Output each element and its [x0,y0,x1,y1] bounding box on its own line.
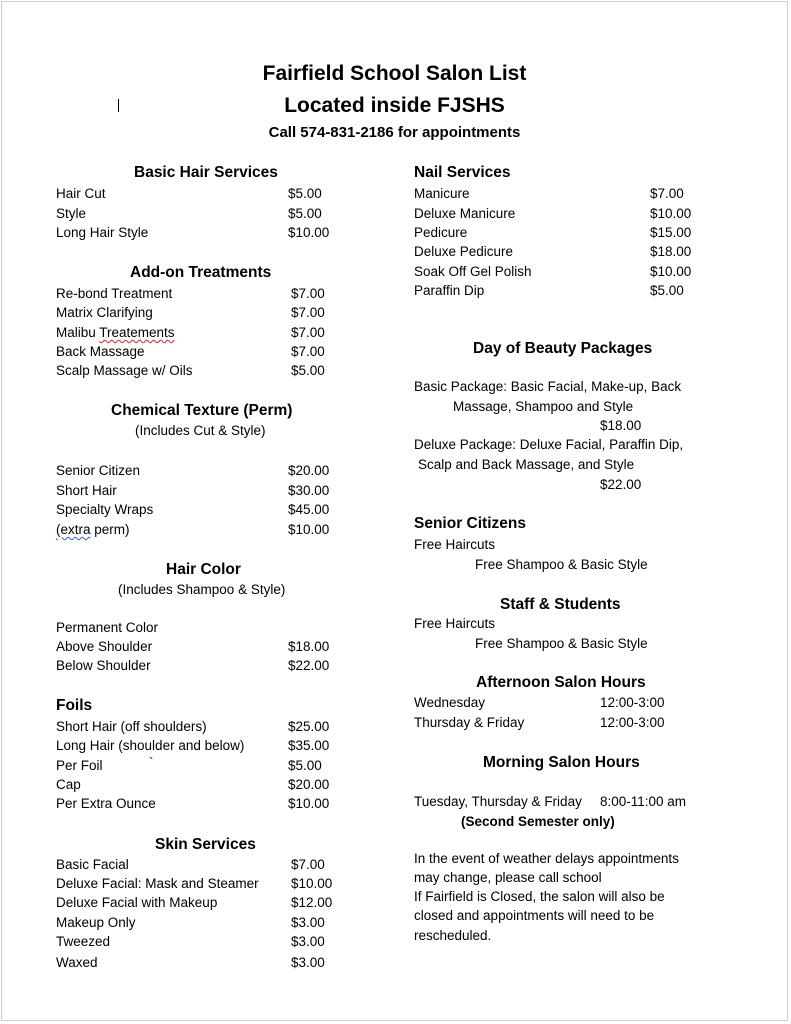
notice-text: may change, please call school [414,870,602,885]
service-name: Per Extra Ounce [56,796,156,811]
service-price: $5.00 [288,758,322,773]
service-price: $3.00 [291,915,325,930]
service-price: $10.00 [650,206,692,221]
stray-mark: ` [149,755,154,770]
hours-time: 8:00-11:00 am [600,794,687,809]
service-price: $10.00 [288,225,330,240]
section-note: (Includes Cut & Style) [135,423,266,438]
hours-time: 12:00-3:00 [600,695,665,710]
section-heading-senior: Senior Citizens [414,515,526,532]
package-price: $18.00 [600,418,642,433]
section-heading-hair-color: Hair Color [166,561,241,578]
service-price: $15.00 [650,225,692,240]
hours-note: (Second Semester only) [461,814,615,829]
info-text: Free Shampoo & Basic Style [475,636,648,651]
service-price: $7.00 [291,305,325,320]
section-heading-beauty: Day of Beauty Packages [473,340,653,357]
service-price: $12.00 [291,895,333,910]
service-name: Deluxe Facial: Mask and Steamer [56,876,259,891]
notice-text: In the event of weather delays appointments [414,851,679,866]
service-price: $5.00 [288,186,322,201]
section-heading-skin: Skin Services [155,836,256,853]
service-name: Re-bond Treatment [56,286,173,301]
service-price: $35.00 [288,738,330,753]
service-price: $10.00 [288,522,330,537]
service-name: Long Hair (shoulder and below) [56,738,245,753]
service-price: $10.00 [288,796,330,811]
service-name: Cap [56,777,81,792]
service-price: $7.00 [291,344,325,359]
hours-days: Tuesday, Thursday & Friday [414,794,582,809]
info-text: Free Haircuts [414,616,496,631]
hours-time: 12:00-3:00 [600,715,665,730]
document-title: Fairfield School Salon List [262,62,527,85]
info-text: Free Haircuts [414,537,496,552]
service-name: Scalp Massage w/ Oils [56,363,193,378]
section-heading-basic-hair: Basic Hair Services [134,164,278,181]
service-price: $10.00 [291,876,333,891]
service-name: Matrix Clarifying [56,305,153,320]
service-name: Long Hair Style [56,225,149,240]
service-name: Short Hair (off shoulders) [56,719,207,734]
service-name: Deluxe Pedicure [414,244,514,259]
service-price: $5.00 [288,206,322,221]
notice-text: closed and appointments will need to be [414,908,655,923]
service-name: Makeup Only [56,915,136,930]
service-name: Soak Off Gel Polish [414,264,532,279]
service-price: $45.00 [288,502,330,517]
service-price: $30.00 [288,483,330,498]
package-text: Basic Package: Basic Facial, Make-up, Back [414,379,682,394]
spellcheck-underline: (extra [56,522,91,537]
spellcheck-underline: Treatements [99,325,175,340]
service-name: Malibu Treatements [56,325,175,340]
service-name: Hair Cut [56,186,106,201]
section-heading-foils: Foils [56,697,93,714]
service-price: $7.00 [291,286,325,301]
section-heading-addon: Add-on Treatments [130,264,272,281]
section-heading-chemical: Chemical Texture (Perm) [111,402,293,419]
service-name: Above Shoulder [56,639,153,654]
service-name: Waxed [56,955,98,970]
location-line: Located inside FJSHS [284,94,505,117]
service-name: Back Massage [56,344,145,359]
hours-days: Wednesday [414,695,486,710]
service-name: (extra perm) [56,522,130,537]
service-price: $18.00 [288,639,330,654]
service-price: $5.00 [650,283,684,298]
service-price: $18.00 [650,244,692,259]
service-name: Manicure [414,186,470,201]
phone-line: Call 574-831-2186 for appointments [268,124,521,141]
section-heading-morning: Morning Salon Hours [483,754,640,771]
service-name: Basic Facial [56,857,129,872]
service-name: Below Shoulder [56,658,151,673]
notice-text: If Fairfield is Closed, the salon will also be [414,889,665,904]
service-name: Tweezed [56,934,111,949]
service-name: Specialty Wraps [56,502,154,517]
service-price: $3.00 [291,934,325,949]
service-name: Deluxe Facial with Makeup [56,895,218,910]
section-note: (Includes Shampoo & Style) [118,582,286,597]
service-name: Paraffin Dip [414,283,485,298]
service-price: $7.00 [291,857,325,872]
service-price: $25.00 [288,719,330,734]
package-price: $22.00 [600,477,642,492]
package-text: Massage, Shampoo and Style [453,399,634,414]
service-name: Permanent Color [56,620,159,635]
section-heading-afternoon: Afternoon Salon Hours [476,674,646,691]
service-name: Senior Citizen [56,463,141,478]
service-name: Per Foil [56,758,103,773]
service-price: $20.00 [288,777,330,792]
service-name: Deluxe Manicure [414,206,516,221]
info-text: Free Shampoo & Basic Style [475,557,648,572]
service-name: Short Hair [56,483,117,498]
service-price: $3.00 [291,955,325,970]
service-name: Pedicure [414,225,468,240]
service-price: $5.00 [291,363,325,378]
notice-text: rescheduled. [414,928,492,943]
section-heading-nail: Nail Services [414,164,511,181]
section-heading-staff: Staff & Students [500,596,621,613]
service-name: Style [56,206,87,221]
service-price: $20.00 [288,463,330,478]
package-text: Scalp and Back Massage, and Style [418,457,635,472]
service-price: $10.00 [650,264,692,279]
service-price: $7.00 [291,325,325,340]
hours-days: Thursday & Friday [414,715,525,730]
package-text: Deluxe Package: Deluxe Facial, Paraffin Dip, [414,437,684,452]
service-price: $7.00 [650,186,684,201]
service-price: $22.00 [288,658,330,673]
